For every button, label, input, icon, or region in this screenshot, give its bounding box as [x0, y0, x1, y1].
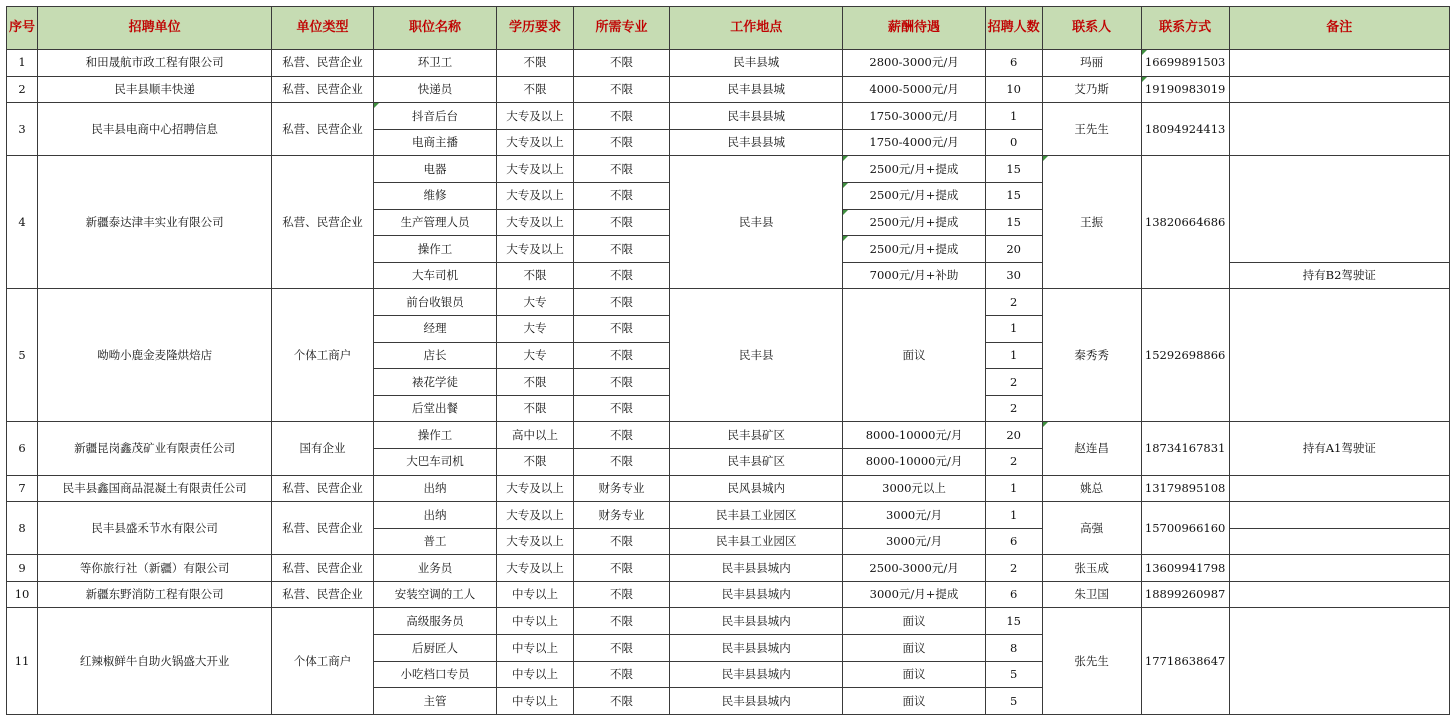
cell-major: 不限 [573, 395, 669, 422]
cell-major: 不限 [573, 315, 669, 342]
cell-count: 2 [985, 555, 1042, 582]
cell-no: 4 [7, 156, 38, 289]
cell-phone: 13609941798 [1141, 555, 1229, 582]
cell-education: 大专及以上 [497, 156, 574, 183]
cell-count: 15 [985, 209, 1042, 236]
cell-count: 1 [985, 315, 1042, 342]
cell-no: 5 [7, 289, 38, 422]
cell-position: 后堂出餐 [373, 395, 496, 422]
cell-no: 8 [7, 502, 38, 555]
cell-position: 业务员 [373, 555, 496, 582]
cell-salary: 面议 [843, 289, 985, 422]
header-contact: 联系人 [1042, 7, 1141, 50]
cell-note [1229, 103, 1449, 156]
cell-type: 私营、民营企业 [272, 50, 374, 77]
cell-major: 不限 [573, 342, 669, 369]
cell-no: 7 [7, 475, 38, 502]
cell-count: 5 [985, 688, 1042, 715]
cell-phone: 18094924413 [1141, 103, 1229, 156]
cell-note [1229, 76, 1449, 103]
cell-major: 不限 [573, 262, 669, 289]
recruitment-table [6, 6, 1450, 715]
cell-salary: 3000元以上 [843, 475, 985, 502]
header-type: 单位类型 [272, 7, 374, 50]
cell-salary: 3000元/月 [843, 502, 985, 529]
cell-major: 不限 [573, 688, 669, 715]
cell-education: 不限 [497, 76, 574, 103]
cell-location: 民丰县县城内 [670, 661, 843, 688]
cell-location: 民丰县矿区 [670, 422, 843, 449]
cell-major: 不限 [573, 103, 669, 130]
cell-position: 安装空调的工人 [373, 581, 496, 608]
cell-type: 私营、民营企业 [272, 156, 374, 289]
table-body [7, 50, 1450, 715]
cell-education: 不限 [497, 50, 574, 77]
cell-count: 15 [985, 156, 1042, 183]
cell-position: 大车司机 [373, 262, 496, 289]
cell-position: 快递员 [373, 76, 496, 103]
cell-position: 抖音后台 [373, 103, 496, 130]
cell-education: 大专 [497, 289, 574, 316]
cell-major: 不限 [573, 76, 669, 103]
cell-location: 民丰县县城内 [670, 688, 843, 715]
cell-salary: 2500元/月+提成 [843, 182, 985, 209]
cell-salary: 8000-10000元/月 [843, 448, 985, 475]
cell-count: 6 [985, 581, 1042, 608]
cell-company: 民丰县电商中心招聘信息 [38, 103, 272, 156]
cell-salary: 面议 [843, 608, 985, 635]
cell-major: 不限 [573, 581, 669, 608]
cell-position: 店长 [373, 342, 496, 369]
table-row [7, 76, 1450, 103]
cell-position: 操作工 [373, 236, 496, 263]
cell-count: 1 [985, 103, 1042, 130]
cell-type: 私营、民营企业 [272, 555, 374, 582]
cell-company: 红辣椒鲜牛自助火锅盛大开业 [38, 608, 272, 714]
cell-note [1229, 502, 1449, 529]
cell-count: 2 [985, 369, 1042, 396]
cell-position: 出纳 [373, 475, 496, 502]
header-education: 学历要求 [497, 7, 574, 50]
cell-salary: 7000元/月+补助 [843, 262, 985, 289]
table-row [7, 502, 1450, 529]
cell-count: 30 [985, 262, 1042, 289]
cell-note [1229, 581, 1449, 608]
cell-salary: 4000-5000元/月 [843, 76, 985, 103]
cell-count: 20 [985, 422, 1042, 449]
cell-education: 大专及以上 [497, 182, 574, 209]
cell-no: 6 [7, 422, 38, 475]
cell-contact: 张先生 [1042, 608, 1141, 714]
cell-education: 大专 [497, 342, 574, 369]
table-row [7, 103, 1450, 130]
cell-major: 不限 [573, 448, 669, 475]
cell-company: 新疆昆岗鑫茂矿业有限责任公司 [38, 422, 272, 475]
cell-position: 前台收银员 [373, 289, 496, 316]
cell-note [1229, 608, 1449, 714]
cell-phone: 15700966160 [1141, 502, 1229, 555]
header-no: 序号 [7, 7, 38, 50]
cell-position: 主管 [373, 688, 496, 715]
cell-position: 大巴车司机 [373, 448, 496, 475]
cell-major: 不限 [573, 236, 669, 263]
cell-count: 8 [985, 635, 1042, 662]
cell-type: 个体工商户 [272, 608, 374, 714]
cell-count: 10 [985, 76, 1042, 103]
cell-major: 不限 [573, 156, 669, 183]
cell-education: 大专及以上 [497, 475, 574, 502]
cell-location: 民丰县矿区 [670, 448, 843, 475]
cell-location: 民丰县县城 [670, 129, 843, 156]
header-major: 所需专业 [573, 7, 669, 50]
cell-company: 呦呦小鹿金麦隆烘焙店 [38, 289, 272, 422]
cell-location: 民丰县县城内 [670, 581, 843, 608]
cell-contact: 艾乃斯 [1042, 76, 1141, 103]
table-row [7, 608, 1450, 635]
cell-note: 持有B2驾驶证 [1229, 262, 1449, 289]
cell-position: 操作工 [373, 422, 496, 449]
cell-position: 经理 [373, 315, 496, 342]
table-row [7, 156, 1450, 183]
cell-education: 中专以上 [497, 661, 574, 688]
cell-position: 生产管理人员 [373, 209, 496, 236]
cell-major: 不限 [573, 369, 669, 396]
cell-major: 财务专业 [573, 475, 669, 502]
cell-contact: 玛丽 [1042, 50, 1141, 77]
cell-company: 等你旅行社（新疆）有限公司 [38, 555, 272, 582]
cell-major: 不限 [573, 50, 669, 77]
cell-phone: 16699891503 [1141, 50, 1229, 77]
cell-major: 不限 [573, 129, 669, 156]
cell-location: 民丰县县城内 [670, 635, 843, 662]
cell-type: 私营、民营企业 [272, 475, 374, 502]
cell-phone: 18899260987 [1141, 581, 1229, 608]
cell-education: 大专及以上 [497, 103, 574, 130]
table-row [7, 50, 1450, 77]
cell-company: 民丰县盛禾节水有限公司 [38, 502, 272, 555]
cell-major: 不限 [573, 528, 669, 555]
cell-location: 民丰县县城 [670, 103, 843, 130]
cell-education: 不限 [497, 395, 574, 422]
cell-contact: 秦秀秀 [1042, 289, 1141, 422]
cell-education: 大专及以上 [497, 209, 574, 236]
table-row [7, 289, 1450, 316]
cell-count: 2 [985, 448, 1042, 475]
cell-note [1229, 50, 1449, 77]
cell-count: 2 [985, 395, 1042, 422]
cell-location: 民丰县工业园区 [670, 528, 843, 555]
cell-major: 不限 [573, 555, 669, 582]
cell-position: 环卫工 [373, 50, 496, 77]
cell-note [1229, 555, 1449, 582]
cell-contact: 姚总 [1042, 475, 1141, 502]
cell-education: 大专及以上 [497, 555, 574, 582]
cell-position: 裱花学徒 [373, 369, 496, 396]
cell-salary: 2500元/月+提成 [843, 236, 985, 263]
cell-no: 10 [7, 581, 38, 608]
cell-education: 大专及以上 [497, 236, 574, 263]
cell-major: 不限 [573, 661, 669, 688]
cell-education: 不限 [497, 369, 574, 396]
cell-location: 民丰县 [670, 156, 843, 289]
cell-type: 私营、民营企业 [272, 76, 374, 103]
cell-count: 6 [985, 528, 1042, 555]
cell-salary: 1750-3000元/月 [843, 103, 985, 130]
cell-contact: 张玉成 [1042, 555, 1141, 582]
cell-company: 新疆东野消防工程有限公司 [38, 581, 272, 608]
cell-position: 普工 [373, 528, 496, 555]
cell-major: 不限 [573, 422, 669, 449]
cell-note [1229, 289, 1449, 422]
cell-count: 1 [985, 342, 1042, 369]
header-row [7, 7, 1450, 50]
cell-location: 民丰县县城内 [670, 608, 843, 635]
cell-contact: 王先生 [1042, 103, 1141, 156]
table-row [7, 581, 1450, 608]
cell-note: 持有A1驾驶证 [1229, 422, 1449, 475]
header-phone: 联系方式 [1141, 7, 1229, 50]
cell-location: 民丰县工业园区 [670, 502, 843, 529]
cell-no: 11 [7, 608, 38, 714]
cell-salary: 1750-4000元/月 [843, 129, 985, 156]
cell-note [1229, 475, 1449, 502]
cell-major: 财务专业 [573, 502, 669, 529]
cell-phone: 19190983019 [1141, 76, 1229, 103]
cell-no: 2 [7, 76, 38, 103]
cell-education: 高中以上 [497, 422, 574, 449]
cell-count: 0 [985, 129, 1042, 156]
cell-salary: 2500-3000元/月 [843, 555, 985, 582]
cell-phone: 13179895108 [1141, 475, 1229, 502]
cell-salary: 面议 [843, 635, 985, 662]
cell-note [1229, 528, 1449, 555]
cell-education: 中专以上 [497, 688, 574, 715]
cell-position: 小吃档口专员 [373, 661, 496, 688]
cell-position: 出纳 [373, 502, 496, 529]
cell-education: 中专以上 [497, 608, 574, 635]
cell-major: 不限 [573, 635, 669, 662]
cell-note [1229, 156, 1449, 262]
cell-salary: 2500元/月+提成 [843, 156, 985, 183]
cell-no: 9 [7, 555, 38, 582]
cell-location: 民丰县县城 [670, 76, 843, 103]
cell-phone: 17718638647 [1141, 608, 1229, 714]
cell-location: 民丰县 [670, 289, 843, 422]
cell-salary: 面议 [843, 688, 985, 715]
cell-type: 私营、民营企业 [272, 581, 374, 608]
cell-salary: 2500元/月+提成 [843, 209, 985, 236]
cell-major: 不限 [573, 608, 669, 635]
cell-salary: 面议 [843, 661, 985, 688]
cell-type: 私营、民营企业 [272, 103, 374, 156]
cell-position: 电商主播 [373, 129, 496, 156]
cell-education: 大专及以上 [497, 502, 574, 529]
header-company: 招聘单位 [38, 7, 272, 50]
cell-location: 民丰县县城内 [670, 555, 843, 582]
header-location: 工作地点 [670, 7, 843, 50]
cell-education: 大专及以上 [497, 129, 574, 156]
cell-count: 2 [985, 289, 1042, 316]
cell-education: 大专及以上 [497, 528, 574, 555]
cell-count: 15 [985, 608, 1042, 635]
cell-type: 个体工商户 [272, 289, 374, 422]
cell-position: 后厨匠人 [373, 635, 496, 662]
cell-count: 15 [985, 182, 1042, 209]
cell-contact: 高强 [1042, 502, 1141, 555]
cell-education: 大专 [497, 315, 574, 342]
cell-education: 中专以上 [497, 581, 574, 608]
cell-type: 国有企业 [272, 422, 374, 475]
cell-salary: 2800-3000元/月 [843, 50, 985, 77]
cell-position: 电器 [373, 156, 496, 183]
cell-location: 民丰县城 [670, 50, 843, 77]
cell-contact: 王振 [1042, 156, 1141, 289]
cell-count: 1 [985, 502, 1042, 529]
cell-location: 民风县城内 [670, 475, 843, 502]
cell-count: 20 [985, 236, 1042, 263]
cell-contact: 朱卫国 [1042, 581, 1141, 608]
header-count: 招聘人数 [985, 7, 1042, 50]
cell-major: 不限 [573, 209, 669, 236]
cell-company: 和田晟航市政工程有限公司 [38, 50, 272, 77]
header-note: 备注 [1229, 7, 1449, 50]
cell-count: 5 [985, 661, 1042, 688]
cell-no: 1 [7, 50, 38, 77]
cell-salary: 3000元/月+提成 [843, 581, 985, 608]
cell-phone: 13820664686 [1141, 156, 1229, 289]
table-row [7, 555, 1450, 582]
cell-position: 维修 [373, 182, 496, 209]
cell-type: 私营、民营企业 [272, 502, 374, 555]
cell-company: 新疆泰达津丰实业有限公司 [38, 156, 272, 289]
cell-phone: 15292698866 [1141, 289, 1229, 422]
header-position: 职位名称 [373, 7, 496, 50]
cell-education: 中专以上 [497, 635, 574, 662]
cell-contact: 赵连昌 [1042, 422, 1141, 475]
cell-education: 不限 [497, 262, 574, 289]
table-row [7, 422, 1450, 449]
cell-company: 民丰县鑫国商品混凝土有限责任公司 [38, 475, 272, 502]
table-row [7, 475, 1450, 502]
header-salary: 薪酬待遇 [843, 7, 985, 50]
cell-count: 1 [985, 475, 1042, 502]
cell-position: 高级服务员 [373, 608, 496, 635]
cell-education: 不限 [497, 448, 574, 475]
cell-company: 民丰县顺丰快递 [38, 76, 272, 103]
cell-count: 6 [985, 50, 1042, 77]
cell-no: 3 [7, 103, 38, 156]
cell-salary: 3000元/月 [843, 528, 985, 555]
cell-major: 不限 [573, 182, 669, 209]
cell-phone: 18734167831 [1141, 422, 1229, 475]
cell-major: 不限 [573, 289, 669, 316]
cell-salary: 8000-10000元/月 [843, 422, 985, 449]
